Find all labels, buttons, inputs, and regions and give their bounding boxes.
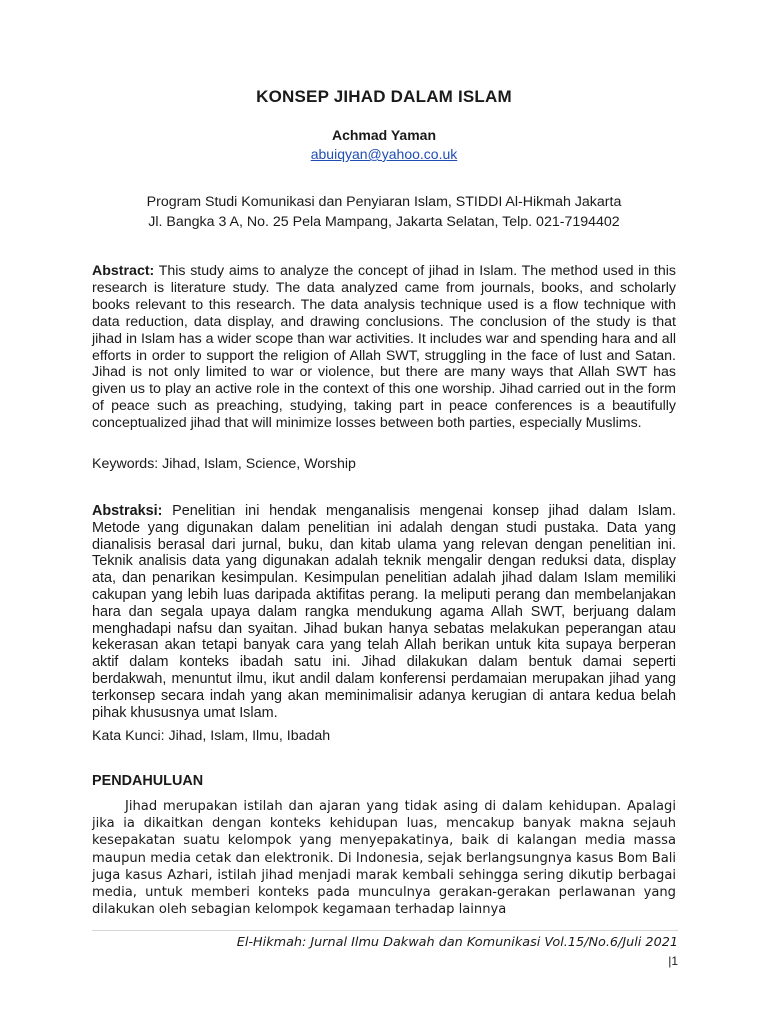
- abstraksi-text: Penelitian ini hendak menganalisis mengenai konsep jihad dalam Islam. Metode yang digunakan dalam penelitian ini adalah dengan studi pustaka. Data yang dianalisis berasal dari jurnal, buku, dan kitab ulama yang relevan dengan penelitian ini. Teknik analisis data yang digunakan adalah teknik mengalir dengan reduksi data, display ata, dan penarikan kesimpulan. Kesimpulan penelitian adalah jihad dalam Islam memiliki cakupan yang lebih luas daripada aktifitas perang. Ia meliputi perang dan membelanjakan hara dan segala upaya dalam rangka mendukung agama Allah SWT, berjuang dalam menghadapi nafsu dan syaitan. Jihad bukan hanya sebatas melakukan peperangan atau kekerasan akan tetapi banyak cara yang telah Allah berikan untuk kita supaya berperan aktif dalam konteks ibadah satu ini. Jihad dilakukan dalam bentuk damai seperti berdakwah, menuntut ilmu, ikut andil dalam konferensi perdamaian merupakan jihad yang terkonsep secara indah yang akan meminimalisir adanya kerugian di antara kedua belah pihak khususnya umat Islam.: [92, 503, 676, 721]
- affiliation: [0, 192, 768, 232]
- kata-kunci: Kata Kunci: Jihad, Islam, Ilmu, Ibadah: [92, 728, 331, 744]
- introduction-paragraph: [92, 798, 676, 918]
- introduction-text: Jihad merupakan istilah dan ajaran yang tidak asing di dalam kehidupan. Apalagi jika ia dikaitkan dengan konteks kehidupan luas, mencakup banyak makna sejauh kesepakatan suatu kelompok yang menyepakatinya, baik di kalangan media massa maupun media cetak dan elektronik. Di Indonesia, sejak berlangsungnya kasus Bom Bali juga kasus Azhari, istilah jihad menjadi marak kembali sehingga sering dikutip berbagai media, untuk memberi konteks pada munculnya gerakan-gerakan perlawanan yang dilakukan oleh sebagian kelompok kegamaan terhadap lainnya: [92, 799, 676, 918]
- page-number: |1: [668, 954, 678, 968]
- author-name: Achmad Yaman: [331, 127, 436, 143]
- journal-footer: El-Hikmah: Jurnal Ilmu Dakwah dan Komunikasi Vol.15/No.6/Juli 2021: [236, 935, 678, 950]
- affiliation-line-2: Jl. Bangka 3 A, No. 25 Pela Mampang, Jakarta Selatan, Telp. 021-7194402: [148, 214, 620, 230]
- paper-title: KONSEP JIHAD DALAM ISLAM: [256, 87, 512, 106]
- abstract-paragraph: [92, 263, 676, 432]
- abstraksi-paragraph: [92, 503, 676, 721]
- abstract-label: Abstract:: [92, 263, 155, 279]
- abstraksi-label: Abstraksi:: [92, 503, 163, 519]
- abstract-text: This study aims to analyze the concept of jihad in Islam. The method used in this research is literature study. The data analyzed came from journals, books, and scholarly books relevant to this research. The data analysis technique used is a flow technique with data reduction, data display, and drawing conclusions. The conclusion of the study is that jihad in Islam has a wider scope than war activities. It includes war and spending hara and all efforts in order to support the religion of Allah SWT, struggling in the face of lust and Satan. Jihad is not only limited to war or violence, but there are many ways that Allah SWT has given us to play an active role in the context of this one worship. Jihad carried out in the form of peace such as preaching, studying, taking part in peace conferences is a beautifully conceptualized jihad that will minimize losses between both parties, especially Muslims.: [92, 263, 676, 432]
- footer-divider: [92, 930, 678, 931]
- author-email-link[interactable]: abuiqyan@yahoo.co.uk: [310, 146, 458, 162]
- affiliation-line-1: Program Studi Komunikasi dan Penyiaran Islam, STIDDI Al-Hikmah Jakarta: [146, 194, 622, 210]
- keywords: Keywords: Jihad, Islam, Science, Worship: [92, 456, 356, 472]
- section-heading-pendahuluan: PENDAHULUAN: [92, 773, 204, 789]
